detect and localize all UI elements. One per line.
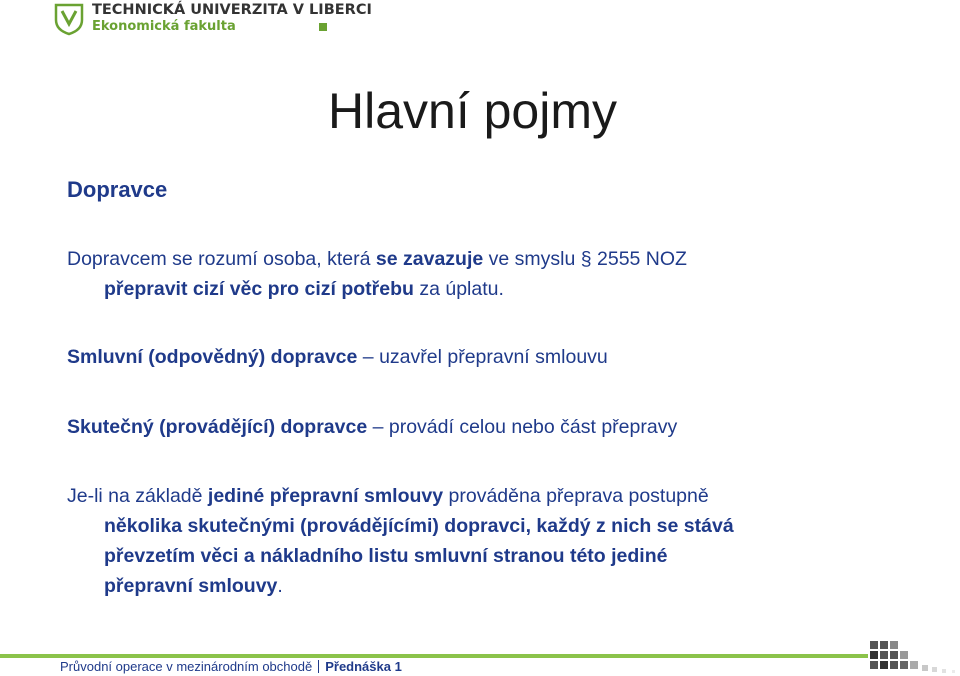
text-span: . <box>277 575 283 597</box>
footer-lecture: Přednáška 1 <box>325 659 402 674</box>
section-heading: Dopravce <box>67 177 168 202</box>
text-span: Je-li na základě <box>67 485 208 507</box>
paragraph-line <box>67 481 734 511</box>
paragraph-line <box>67 244 687 274</box>
paragraph-line <box>67 511 734 541</box>
footer-course: Průvodní operace v mezinárodním obchodě <box>60 659 313 674</box>
text-span: ve smyslu § 2555 NOZ <box>483 248 687 270</box>
paragraph-actual-carrier <box>67 416 677 439</box>
text-bold: Skutečný (provádějící) dopravce <box>67 416 368 438</box>
footer-separator <box>318 660 319 673</box>
paragraph-line <box>67 571 734 601</box>
paragraph-line <box>67 541 734 571</box>
text-bold: se zavazuje <box>375 248 484 270</box>
text-span: – provádí celou nebo část přepravy <box>367 416 678 438</box>
text-bold: Smluvní (odpovědný) dopravce <box>67 346 358 368</box>
text-span: Dopravcem se rozumí osoba, která <box>67 248 376 270</box>
text-bold: přepravit cizí věc pro cizí potřebu <box>104 278 414 300</box>
text-bold: přepravní smlouvy <box>104 575 278 597</box>
faculty-name: Ekonomická fakulta <box>92 19 236 34</box>
text-bold: jediné přepravní smlouvy <box>207 485 444 507</box>
text-bold: převzetím věci a nákladního listu smluvní stranou této jediné <box>104 545 668 567</box>
pixel-grid-icon <box>868 639 960 676</box>
slide-title: Hlavní pojmy <box>328 83 617 139</box>
university-name: TECHNICKÁ UNIVERZITA V LIBERCI <box>92 2 372 18</box>
paragraph-definition <box>67 244 687 304</box>
logo-square-icon <box>319 23 327 31</box>
university-logo <box>52 2 372 36</box>
footer-divider <box>0 654 960 658</box>
text-span: – uzavřel přepravní smlouvu <box>357 346 608 368</box>
text-span: za úplatu. <box>413 278 504 300</box>
tul-shield-logo-icon <box>52 2 86 36</box>
paragraph-successive-carriers <box>67 481 734 601</box>
footer <box>60 659 402 674</box>
text-bold: několika skutečnými (provádějícími) dopravci, každý z nich se stává <box>104 515 734 537</box>
paragraph-line <box>67 274 687 304</box>
paragraph-contractual-carrier <box>67 346 608 369</box>
text-span: prováděna přeprava postupně <box>443 485 709 507</box>
